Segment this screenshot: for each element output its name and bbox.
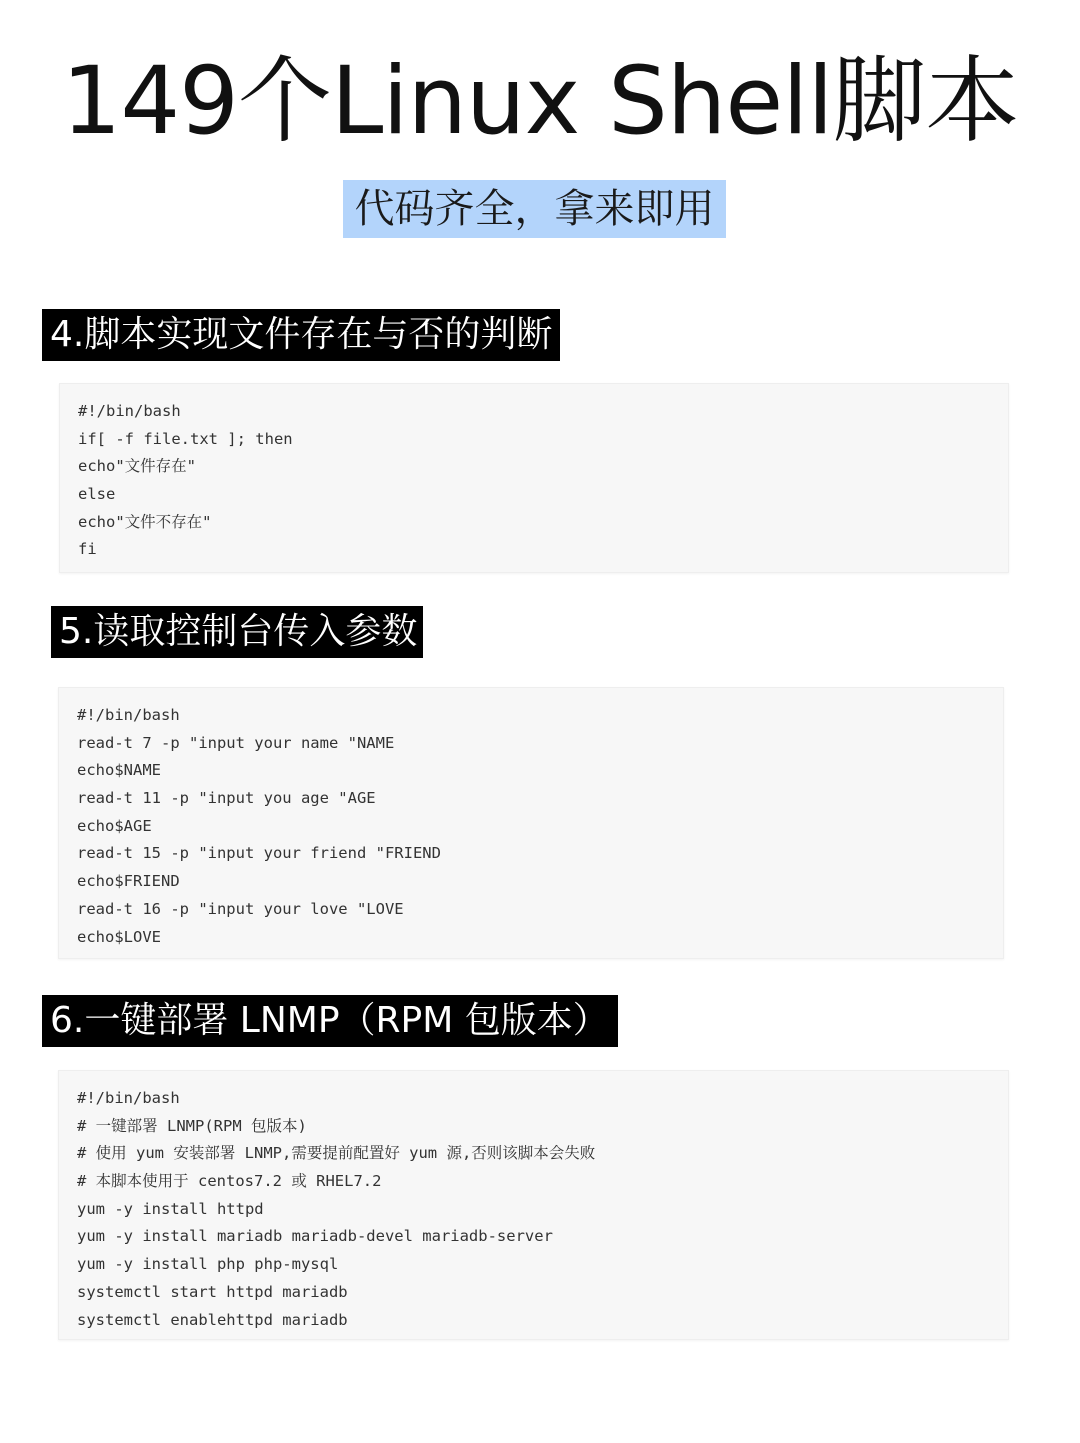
code-line: systemctl enablehttpd mariadb <box>77 1310 348 1329</box>
code-line: # 本脚本使用于 centos7.2 或 RHEL7.2 <box>77 1172 382 1191</box>
section-heading-4: 4.脚本实现文件存在与否的判断 <box>42 309 560 361</box>
code-line: echo"文件存在" <box>78 457 196 476</box>
code-line: if[ -f file.txt ]; then <box>78 429 293 448</box>
code-line: echo$FRIEND <box>77 872 180 891</box>
code-line: read-t 7 -p "input your name "NAME <box>77 733 395 752</box>
code-block-5 <box>58 687 1004 959</box>
code-line: echo$AGE <box>77 816 152 835</box>
code-line: echo"文件不存在" <box>78 512 212 531</box>
code-line: yum -y install httpd <box>77 1199 264 1218</box>
code-line: # 使用 yum 安装部署 LNMP,需要提前配置好 yum 源,否则该脚本会失败 <box>77 1144 596 1163</box>
code-line: read-t 16 -p "input your love "LOVE <box>77 899 404 918</box>
code-line: echo$LOVE <box>77 927 161 946</box>
code-line: #!/bin/bash <box>78 402 181 420</box>
section-heading-5: 5.读取控制台传入参数 <box>51 606 423 658</box>
code-line: yum -y install mariadb mariadb-devel mariadb-server <box>77 1227 553 1246</box>
code-line: echo$NAME <box>77 761 161 780</box>
code-line: read-t 11 -p "input you age "AGE <box>77 789 376 808</box>
code-line: fi <box>78 540 97 559</box>
code-block-6 <box>58 1070 1009 1340</box>
section-heading-6: 6.一键部署 LNMP（RPM 包版本） <box>42 995 618 1047</box>
code-line: #!/bin/bash <box>77 1089 180 1107</box>
code-line: read-t 15 -p "input your friend "FRIEND <box>77 844 441 863</box>
code-line: yum -y install php php-mysql <box>77 1255 339 1274</box>
code-line: #!/bin/bash <box>77 706 180 724</box>
code-line: # 一键部署 LNMP(RPM 包版本) <box>77 1116 307 1135</box>
page-subtitle: 代码齐全，拿来即用 <box>343 180 726 238</box>
code-line: systemctl start httpd mariadb <box>77 1282 348 1301</box>
page-title: 149个Linux Shell脚本 <box>61 47 1019 156</box>
code-line: else <box>78 485 116 504</box>
code-block-4 <box>59 383 1009 573</box>
